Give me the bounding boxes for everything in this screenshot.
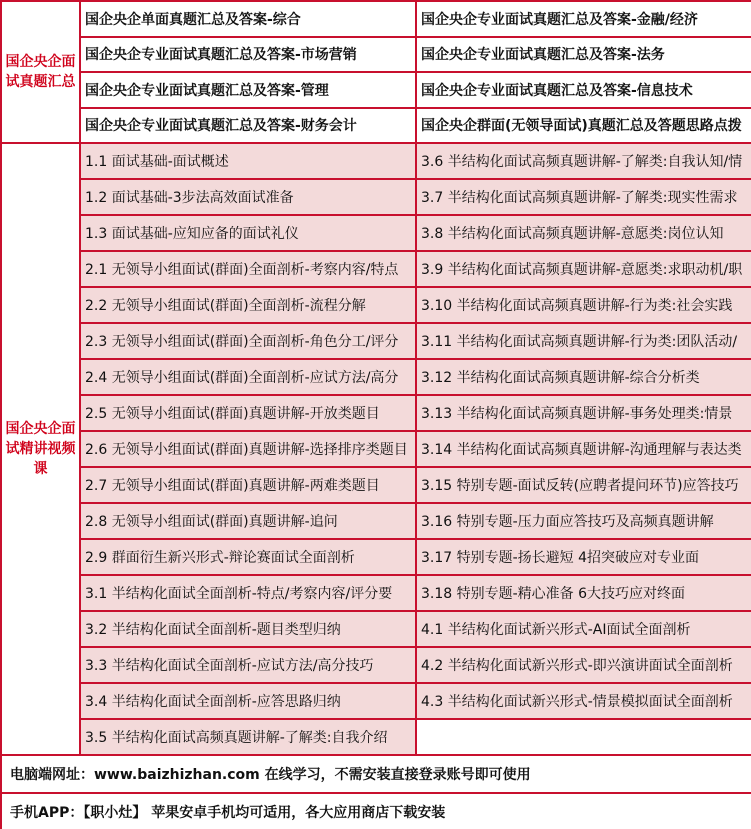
video-lesson-item[interactable]: 3.1 半结构化面试全面剖析-特点/考察内容/评分要 [81,576,417,612]
question-bank-item[interactable]: 国企央企专业面试真题汇总及答案-市场营销 [81,38,417,74]
video-lesson-item[interactable]: 1.2 面试基础-3步法高效面试准备 [81,180,417,216]
video-lesson-item[interactable]: 3.2 半结构化面试全面剖析-题目类型归纳 [81,612,417,648]
video-lesson-item[interactable]: 1.3 面试基础-应知应备的面试礼仪 [81,216,417,252]
video-lesson-item[interactable]: 3.7 半结构化面试高频真题讲解-了解类:现实性需求 [417,180,751,216]
video-lesson-item[interactable]: 2.8 无领导小组面试(群面)真题讲解-追问 [81,504,417,540]
video-lesson-item[interactable]: 2.3 无领导小组面试(群面)全面剖析-角色分工/评分 [81,324,417,360]
video-lesson-item[interactable]: 3.16 特别专题-压力面应答技巧及高频真题讲解 [417,504,751,540]
video-lesson-item[interactable]: 4.2 半结构化面试新兴形式-即兴演讲面试全面剖析 [417,648,751,684]
question-bank-item[interactable]: 国企央企群面(无领导面试)真题汇总及答题思路点拨 [417,109,751,145]
question-bank-item[interactable]: 国企央企专业面试真题汇总及答案-法务 [417,38,751,74]
video-lesson-item[interactable]: 2.7 无领导小组面试(群面)真题讲解-两难类题目 [81,468,417,504]
video-lesson-item[interactable]: 2.5 无领导小组面试(群面)真题讲解-开放类题目 [81,396,417,432]
video-lesson-item[interactable]: 3.17 特别专题-扬长避短 4招突破应对专业面 [417,540,751,576]
video-lesson-item[interactable]: 3.12 半结构化面试高频真题讲解-综合分析类 [417,360,751,396]
website-footer: 电脑端网址：www.baizhizhan.com 在线学习，不需安装直接登录账号即可使用 [2,756,751,794]
video-lesson-item[interactable]: 3.14 半结构化面试高频真题讲解-沟通理解与表达类 [417,432,751,468]
section-label-interview-questions: 国企央企面试真题汇总 [2,2,81,144]
video-lesson-item[interactable]: 3.13 半结构化面试高频真题讲解-事务处理类:情景 [417,396,751,432]
video-lesson-item[interactable]: 3.11 半结构化面试高频真题讲解-行为类:团队活动/ [417,324,751,360]
video-lesson-item[interactable]: 3.18 特别专题-精心准备 6大技巧应对终面 [417,576,751,612]
video-lesson-item[interactable]: 3.6 半结构化面试高频真题讲解-了解类:自我认知/情 [417,144,751,180]
video-lesson-item[interactable]: 3.10 半结构化面试高频真题讲解-行为类:社会实践 [417,288,751,324]
video-lesson-item[interactable]: 2.9 群面衍生新兴形式-辩论赛面试全面剖析 [81,540,417,576]
video-lesson-item[interactable]: 2.1 无领导小组面试(群面)全面剖析-考察内容/特点 [81,252,417,288]
video-lesson-item[interactable]: 1.1 面试基础-面试概述 [81,144,417,180]
video-lesson-item[interactable]: 3.4 半结构化面试全面剖析-应答思路归纳 [81,684,417,720]
video-lesson-item[interactable]: 4.1 半结构化面试新兴形式-AI面试全面剖析 [417,612,751,648]
video-lesson-item[interactable]: 3.9 半结构化面试高频真题讲解-意愿类:求职动机/职 [417,252,751,288]
empty-cell [417,720,751,756]
video-lesson-item[interactable]: 2.2 无领导小组面试(群面)全面剖析-流程分解 [81,288,417,324]
question-bank-item[interactable]: 国企央企专业面试真题汇总及答案-财务会计 [81,109,417,145]
video-lesson-item[interactable]: 2.4 无领导小组面试(群面)全面剖析-应试方法/高分 [81,360,417,396]
question-bank-item[interactable]: 国企央企单面真题汇总及答案-综合 [81,2,417,38]
video-lesson-item[interactable]: 4.3 半结构化面试新兴形式-情景模拟面试全面剖析 [417,684,751,720]
video-lesson-item[interactable]: 3.3 半结构化面试全面剖析-应试方法/高分技巧 [81,648,417,684]
video-lesson-item[interactable]: 2.6 无领导小组面试(群面)真题讲解-选择排序类题目 [81,432,417,468]
video-lesson-item[interactable]: 3.5 半结构化面试高频真题讲解-了解类:自我介绍 [81,720,417,756]
video-lesson-item[interactable]: 3.8 半结构化面试高频真题讲解-意愿类:岗位认知 [417,216,751,252]
app-footer: 手机APP：【职小灶】 苹果安卓手机均可适用，各大应用商店下载安装 [2,794,751,829]
question-bank-item[interactable]: 国企央企专业面试真题汇总及答案-管理 [81,73,417,109]
question-bank-item[interactable]: 国企央企专业面试真题汇总及答案-金融/经济 [417,2,751,38]
section-label-video-course: 国企央企面试精讲视频课 [2,144,81,756]
question-bank-item[interactable]: 国企央企专业面试真题汇总及答案-信息技术 [417,73,751,109]
video-lesson-item[interactable]: 3.15 特别专题-面试反转(应聘者提问环节)应答技巧 [417,468,751,504]
